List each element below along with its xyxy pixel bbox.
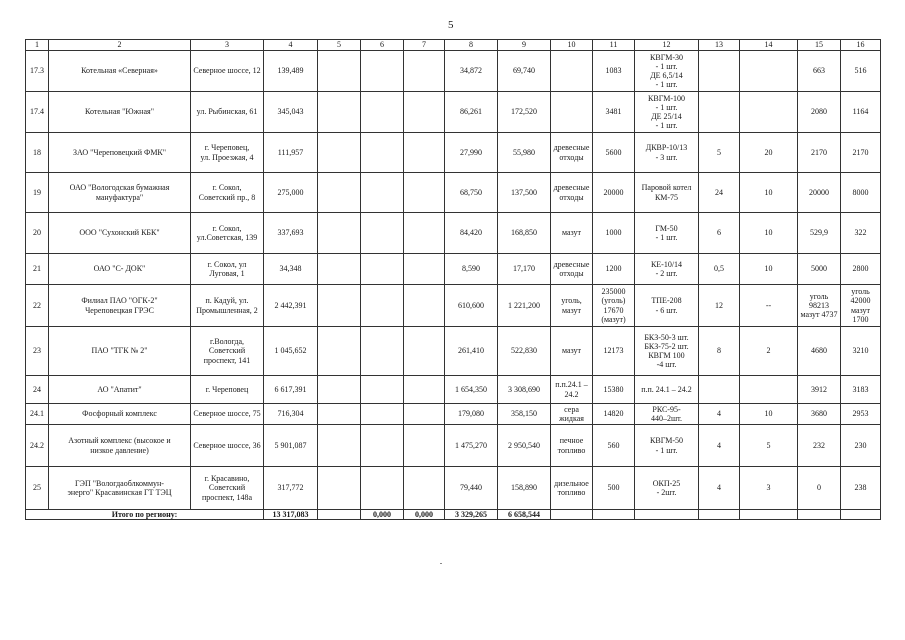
table-cell-col-3: г. Череповец: [191, 376, 264, 404]
table-cell-col-3: г. Череповец, ул. Проезжая, 4: [191, 133, 264, 173]
table-cell-col-16: 516: [841, 51, 881, 92]
table-cell-col-5: [318, 173, 361, 213]
table-cell-col-10: сера жидкая: [551, 404, 593, 425]
table-cell-col-14: 10: [740, 173, 798, 213]
table-cell-col-5: [318, 285, 361, 327]
table-cell-col-1: 24.1: [26, 404, 49, 425]
table-cell-col-15: 4680: [798, 327, 841, 376]
table-cell-col-12: КВГМ-50 - 1 шт.: [635, 425, 699, 467]
table-cell-col-7: [404, 92, 445, 133]
table-cell-col-16: 8000: [841, 173, 881, 213]
table-cell-col-1: 21: [26, 254, 49, 285]
table-cell-col-12: КЕ-10/14 - 2 шт.: [635, 254, 699, 285]
table-cell-col-9: 158,890: [498, 467, 551, 510]
table-cell-col-9: 358,150: [498, 404, 551, 425]
table-cell-col-11: 12173: [593, 327, 635, 376]
table-cell-col-8: 8,590: [445, 254, 498, 285]
table-cell-col-14: 5: [740, 425, 798, 467]
table-cell-col-6: [361, 254, 404, 285]
table-cell-col-7: [404, 213, 445, 254]
table-cell-col-10: п.п.24.1 – 24.2: [551, 376, 593, 404]
page-number: 5: [448, 19, 454, 31]
table-cell-col-4: 345,043: [264, 92, 318, 133]
table-row: [26, 327, 881, 376]
total-col-14: [740, 510, 798, 520]
table-cell-col-16: 2800: [841, 254, 881, 285]
table-cell-col-7: [404, 467, 445, 510]
table-cell-col-13: 12: [699, 285, 740, 327]
table-cell-col-10: древесные отходы: [551, 133, 593, 173]
table-cell-col-7: [404, 404, 445, 425]
table-cell-col-12: п.п. 24.1 – 24.2: [635, 376, 699, 404]
table-cell-col-11: 235000 (уголь) 17670 (мазут): [593, 285, 635, 327]
table-cell-col-14: 3: [740, 467, 798, 510]
total-col-8: 3 329,265: [445, 510, 498, 520]
table-cell-col-16: 3210: [841, 327, 881, 376]
table-cell-col-7: [404, 327, 445, 376]
total-col-9: 6 658,544: [498, 510, 551, 520]
table-cell-col-15: 232: [798, 425, 841, 467]
table-row: [26, 376, 881, 404]
table-cell-col-4: 1 045,652: [264, 327, 318, 376]
table-cell-col-3: г.Вологда, Советский проспект, 141: [191, 327, 264, 376]
header-cell: 2: [49, 40, 191, 51]
table-cell-col-4: 716,304: [264, 404, 318, 425]
facilities-table: [25, 39, 881, 520]
header-cell: 6: [361, 40, 404, 51]
table-cell-col-3: ул. Рыбинская, 61: [191, 92, 264, 133]
header-cell: 11: [593, 40, 635, 51]
table-cell-col-5: [318, 92, 361, 133]
table-cell-col-6: [361, 173, 404, 213]
table-cell-col-9: 1 221,200: [498, 285, 551, 327]
total-col-5: [318, 510, 361, 520]
table-cell-col-12: ГМ-50 - 1 шт.: [635, 213, 699, 254]
table-cell-col-9: 168,850: [498, 213, 551, 254]
table-cell-col-7: [404, 173, 445, 213]
table-cell-col-16: 1164: [841, 92, 881, 133]
table-cell-col-1: 25: [26, 467, 49, 510]
table-cell-col-1: 18: [26, 133, 49, 173]
total-col-7: 0,000: [404, 510, 445, 520]
table-cell-col-4: 111,957: [264, 133, 318, 173]
table-cell-col-12: РКС-95- 440–2шт.: [635, 404, 699, 425]
table-cell-col-4: 6 617,391: [264, 376, 318, 404]
table-cell-col-5: [318, 404, 361, 425]
table-cell-col-16: 238: [841, 467, 881, 510]
table-cell-col-2: Котельная "Южная": [49, 92, 191, 133]
table-cell-col-6: [361, 92, 404, 133]
table-cell-col-14: 20: [740, 133, 798, 173]
table-cell-col-9: 137,500: [498, 173, 551, 213]
table-cell-col-14: 10: [740, 213, 798, 254]
table-cell-col-5: [318, 51, 361, 92]
header-cell: 1: [26, 40, 49, 51]
table-cell-col-3: Северное шоссе, 36: [191, 425, 264, 467]
table-cell-col-3: г. Сокол, ул Луговая, 1: [191, 254, 264, 285]
table-cell-col-2: ЗАО "Череповецкий ФМК": [49, 133, 191, 173]
table-cell-col-16: 322: [841, 213, 881, 254]
header-cell: 7: [404, 40, 445, 51]
table-cell-col-5: [318, 213, 361, 254]
table-cell-col-1: 17.4: [26, 92, 49, 133]
table-cell-col-12: ДКВР-10/13 - 3 шт.: [635, 133, 699, 173]
table-cell-col-8: 179,080: [445, 404, 498, 425]
table-cell-col-11: 3481: [593, 92, 635, 133]
table-row: [26, 173, 881, 213]
table-cell-col-11: 560: [593, 425, 635, 467]
table-row: [26, 467, 881, 510]
table-cell-col-5: [318, 133, 361, 173]
header-cell: 5: [318, 40, 361, 51]
table-cell-col-13: 6: [699, 213, 740, 254]
table-cell-col-9: 172,520: [498, 92, 551, 133]
table-cell-col-11: 20000: [593, 173, 635, 213]
table-cell-col-2: ГЭП "Вологдаоблкоммун- энерго" Красавинская ГТ ТЭЦ: [49, 467, 191, 510]
table-cell-col-12: КВГМ-30 - 1 шт. ДЕ 6,5/14 - 1 шт.: [635, 51, 699, 92]
table-cell-col-11: 14820: [593, 404, 635, 425]
table-cell-col-5: [318, 254, 361, 285]
header-cell: 13: [699, 40, 740, 51]
table-cell-col-4: 337,693: [264, 213, 318, 254]
table-cell-col-11: 15380: [593, 376, 635, 404]
table-cell-col-2: Котельная «Северная»: [49, 51, 191, 92]
table-cell-col-10: древесные отходы: [551, 254, 593, 285]
table-cell-col-10: [551, 51, 593, 92]
table-cell-col-3: Северное шоссе, 75: [191, 404, 264, 425]
table-cell-col-1: 24.2: [26, 425, 49, 467]
table-row: [26, 133, 881, 173]
table-cell-col-15: 5000: [798, 254, 841, 285]
table-cell-col-15: 20000: [798, 173, 841, 213]
table-cell-col-15: 0: [798, 467, 841, 510]
table-cell-col-1: 19: [26, 173, 49, 213]
total-col-11: [593, 510, 635, 520]
table-row: [26, 425, 881, 467]
table-cell-col-3: г. Сокол, ул.Советская, 139: [191, 213, 264, 254]
table-cell-col-16: 2170: [841, 133, 881, 173]
header-cell: 4: [264, 40, 318, 51]
table-cell-col-3: п. Кадуй, ул. Промышленная, 2: [191, 285, 264, 327]
table-cell-col-1: 24: [26, 376, 49, 404]
table-cell-col-5: [318, 376, 361, 404]
table-cell-col-15: 663: [798, 51, 841, 92]
table-cell-col-8: 79,440: [445, 467, 498, 510]
table-cell-col-4: 275,000: [264, 173, 318, 213]
table-cell-col-14: 10: [740, 404, 798, 425]
table-cell-col-6: [361, 133, 404, 173]
table-cell-col-4: 317,772: [264, 467, 318, 510]
table-cell-col-13: 4: [699, 467, 740, 510]
table-cell-col-10: мазут: [551, 327, 593, 376]
table-cell-col-3: г. Красавино, Советский проспект, 148а: [191, 467, 264, 510]
table-cell-col-12: Паровой котел КМ-75: [635, 173, 699, 213]
table-cell-col-14: [740, 51, 798, 92]
table-cell-col-11: 500: [593, 467, 635, 510]
table-cell-col-13: 5: [699, 133, 740, 173]
table-cell-col-9: 17,170: [498, 254, 551, 285]
table-cell-col-14: 10: [740, 254, 798, 285]
table-cell-col-2: ООО "Сухонский КБК": [49, 213, 191, 254]
table-cell-col-12: ТПЕ-208 - 6 шт.: [635, 285, 699, 327]
table-cell-col-15: 529,9: [798, 213, 841, 254]
table-cell-col-9: 2 950,540: [498, 425, 551, 467]
header-cell: 10: [551, 40, 593, 51]
header-cell: 8: [445, 40, 498, 51]
table-cell-col-12: БКЗ-50-3 шт. БКЗ-75-2 шт. КВГМ 100 -4 шт.: [635, 327, 699, 376]
table-cell-col-6: [361, 467, 404, 510]
table-row: [26, 285, 881, 327]
table-cell-col-7: [404, 133, 445, 173]
table-cell-col-9: 3 308,690: [498, 376, 551, 404]
table-cell-col-2: АО "Апатит": [49, 376, 191, 404]
table-cell-col-2: Фосфорный комплекс: [49, 404, 191, 425]
table-cell-col-15: 2170: [798, 133, 841, 173]
total-col-16: [841, 510, 881, 520]
table-cell-col-8: 84,420: [445, 213, 498, 254]
table-cell-col-16: 2953: [841, 404, 881, 425]
table-cell-col-1: 22: [26, 285, 49, 327]
table-cell-col-1: 23: [26, 327, 49, 376]
table-cell-col-10: печное топливо: [551, 425, 593, 467]
table-cell-col-13: [699, 51, 740, 92]
table-cell-col-12: ОКП-25 - 2шт.: [635, 467, 699, 510]
table-cell-col-14: [740, 92, 798, 133]
table-cell-col-8: 27,990: [445, 133, 498, 173]
table-cell-col-3: г. Сокол, Советский пр., 8: [191, 173, 264, 213]
table-cell-col-8: 1 654,350: [445, 376, 498, 404]
header-cell: 3: [191, 40, 264, 51]
table-cell-col-7: [404, 425, 445, 467]
table-cell-col-5: [318, 425, 361, 467]
table-cell-col-6: [361, 285, 404, 327]
table-cell-col-2: Филиал ПАО "ОГК-2" Череповецкая ГРЭС: [49, 285, 191, 327]
table-cell-col-10: уголь, мазут: [551, 285, 593, 327]
table-cell-col-5: [318, 467, 361, 510]
table-cell-col-16: уголь 42000 мазут 1700: [841, 285, 881, 327]
table-cell-col-8: 610,600: [445, 285, 498, 327]
table-cell-col-11: 5600: [593, 133, 635, 173]
table-cell-col-10: мазут: [551, 213, 593, 254]
table-row: [26, 404, 881, 425]
table-cell-col-7: [404, 285, 445, 327]
table-cell-col-15: уголь 98213 мазут 4737: [798, 285, 841, 327]
total-col-15: [798, 510, 841, 520]
total-col-13: [699, 510, 740, 520]
table-cell-col-13: [699, 92, 740, 133]
total-col-12: [635, 510, 699, 520]
table-cell-col-7: [404, 254, 445, 285]
table-cell-col-8: 34,872: [445, 51, 498, 92]
table-cell-col-1: 20: [26, 213, 49, 254]
table-cell-col-6: [361, 327, 404, 376]
table-cell-col-4: 139,489: [264, 51, 318, 92]
scan-artifact: [440, 563, 442, 564]
table-cell-col-6: [361, 51, 404, 92]
table-cell-col-6: [361, 404, 404, 425]
table-cell-col-5: [318, 327, 361, 376]
table-cell-col-10: [551, 92, 593, 133]
table-cell-col-11: 1083: [593, 51, 635, 92]
table-cell-col-13: 0,5: [699, 254, 740, 285]
table-cell-col-13: [699, 376, 740, 404]
table-cell-col-14: 2: [740, 327, 798, 376]
table-cell-col-14: --: [740, 285, 798, 327]
table-cell-col-8: 261,410: [445, 327, 498, 376]
table-cell-col-9: 55,980: [498, 133, 551, 173]
table-cell-col-6: [361, 425, 404, 467]
table-cell-col-2: ПАО "ТГК № 2": [49, 327, 191, 376]
table-cell-col-9: 522,830: [498, 327, 551, 376]
table-cell-col-2: Азотный комплекс (высокое и низкое давление): [49, 425, 191, 467]
total-col-4: 13 317,083: [264, 510, 318, 520]
table-row: [26, 213, 881, 254]
table-cell-col-11: 1000: [593, 213, 635, 254]
table-cell-col-9: 69,740: [498, 51, 551, 92]
table-row: [26, 51, 881, 92]
table-cell-col-10: древесные отходы: [551, 173, 593, 213]
table-cell-col-15: 2080: [798, 92, 841, 133]
header-cell: 14: [740, 40, 798, 51]
total-row: [26, 510, 881, 520]
table-cell-col-7: [404, 376, 445, 404]
table-cell-col-7: [404, 51, 445, 92]
table-cell-col-15: 3912: [798, 376, 841, 404]
table-row: [26, 254, 881, 285]
table-cell-col-2: ОАО "Вологодская бумажная мануфактура": [49, 173, 191, 213]
table-cell-col-12: КВГМ-100 - 1 шт. ДЕ 25/14 - 1 шт.: [635, 92, 699, 133]
header-cell: 16: [841, 40, 881, 51]
table-cell-col-4: 34,348: [264, 254, 318, 285]
total-col-6: 0,000: [361, 510, 404, 520]
table-row: [26, 92, 881, 133]
table-cell-col-13: 4: [699, 425, 740, 467]
table-cell-col-16: 3183: [841, 376, 881, 404]
table-cell-col-13: 8: [699, 327, 740, 376]
table-cell-col-16: 230: [841, 425, 881, 467]
table-cell-col-8: 68,750: [445, 173, 498, 213]
header-cell: 15: [798, 40, 841, 51]
table-cell-col-1: 17.3: [26, 51, 49, 92]
table-cell-col-15: 3680: [798, 404, 841, 425]
table-cell-col-14: [740, 376, 798, 404]
table-cell-col-13: 24: [699, 173, 740, 213]
table-cell-col-4: 5 901,087: [264, 425, 318, 467]
table-cell-col-4: 2 442,391: [264, 285, 318, 327]
column-number-row: [26, 40, 881, 51]
header-cell: 12: [635, 40, 699, 51]
table-cell-col-8: 86,261: [445, 92, 498, 133]
table-cell-col-6: [361, 376, 404, 404]
header-cell: 9: [498, 40, 551, 51]
table-cell-col-6: [361, 213, 404, 254]
table-cell-col-10: дизельное топливо: [551, 467, 593, 510]
table-cell-col-2: ОАО "С- ДОК": [49, 254, 191, 285]
table-cell-col-8: 1 475,270: [445, 425, 498, 467]
total-col-10: [551, 510, 593, 520]
table-cell-col-3: Северное шоссе, 12: [191, 51, 264, 92]
table-cell-col-13: 4: [699, 404, 740, 425]
table-cell-col-11: 1200: [593, 254, 635, 285]
total-label: Итого по региону:: [26, 510, 264, 520]
